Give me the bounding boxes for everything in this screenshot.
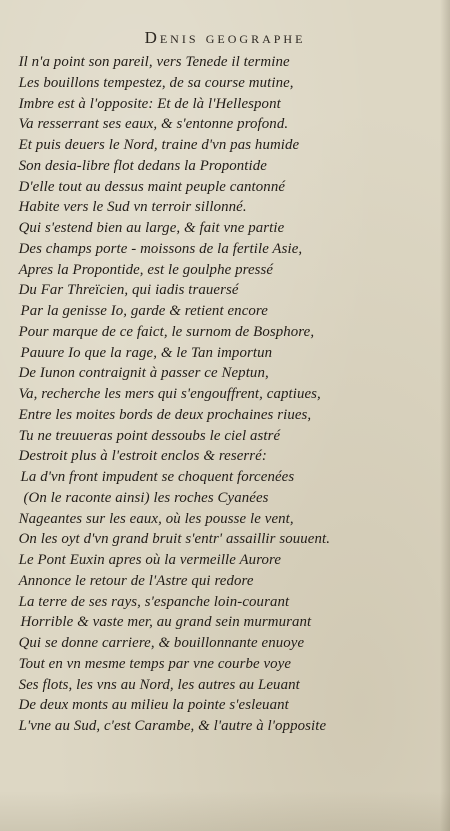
- verse-line: Et puis deuers le Nord, traine d'vn pas humide: [18, 136, 300, 153]
- verse-line: Va, recherche les mers qui s'engouffrent, captiues,: [18, 385, 321, 402]
- verse-line: Tout en vn mesme temps par vne courbe voye: [18, 654, 292, 672]
- verse-line: Qui se donne carriere, & bouillonnante enuoye: [18, 634, 305, 651]
- verse-line: Entre les moites bords de deux prochaines riues,: [18, 405, 312, 423]
- verse-line: Ses flots, les vns au Nord, les autres au Leuant: [18, 675, 300, 693]
- verse-line: D'elle tout au dessus maint peuple cantonné: [18, 177, 286, 195]
- verse-line: Tu ne treuueras point dessoubs le ciel astré: [18, 426, 281, 444]
- verse-line: Annonce le retour de l'Astre qui redore: [18, 571, 254, 589]
- verse-line: Il n'a point son pareil, vers Tenede il termine: [18, 53, 290, 70]
- running-head: Denis geographe: [144, 28, 306, 47]
- verse-text: [0, 52, 450, 737]
- verse-line: De deux monts au milieu la pointe s'esleuant: [18, 696, 289, 714]
- verse-line: Imbre est à l'opposite: Et de là l'Hellespont: [18, 94, 281, 112]
- page-bottom-shade: [0, 791, 450, 831]
- verse-line: Des champs porte - moissons de la fertile Asie,: [18, 239, 303, 257]
- verse-line: La terre de ses rays, s'espanche loin-courant: [18, 592, 290, 610]
- page-edge-shadow: [440, 0, 450, 831]
- verse-line: Horrible & vaste mer, au grand sein murmurant: [20, 613, 312, 631]
- verse-line: Habite vers le Sud vn terroir sillonné.: [18, 198, 247, 216]
- verse-line: De Iunon contraignit à passer ce Neptun,: [18, 364, 269, 382]
- verse-line: Du Far Threïcien, qui iadis trauersé: [18, 281, 239, 299]
- verse-line: Apres la Propontide, est le goulphe pressé: [18, 260, 274, 278]
- verse-line: Son desia-libre flot dedans la Propontide: [18, 156, 267, 174]
- verse-line: Par la genisse Io, garde & retient encore: [20, 302, 268, 319]
- verse-line: On les oyt d'vn grand bruit s'entr' assaillir souuent.: [18, 530, 331, 548]
- verse-line: Va resserrant ses eaux, & s'entonne profond.: [18, 115, 289, 133]
- verse-line: Qui s'estend bien au large, & fait vne partie: [18, 219, 285, 236]
- verse-line: Les bouillons tempestez, de sa course mutine,: [18, 73, 294, 91]
- verse-line: Pour marque de ce faict, le surnom de Bosphore,: [18, 322, 315, 340]
- verse-line: (On le raconte ainsi) les roches Cyanées: [23, 488, 269, 506]
- verse-line: Le Pont Euxin apres où la vermeille Aurore: [18, 551, 282, 568]
- verse-line: Destroit plus à l'estroit enclos & reserré:: [18, 447, 267, 465]
- verse-line: Nageantes sur les eaux, où les pousse le vent,: [18, 509, 294, 527]
- verse-line: Pauure Io que la rage, & le Tan importun: [20, 343, 273, 361]
- verse-line: L'vne au Sud, c'est Carambe, & l'autre à l'opposite: [18, 717, 327, 734]
- verse-line: La d'vn front impudent se choquent forcenées: [20, 468, 295, 485]
